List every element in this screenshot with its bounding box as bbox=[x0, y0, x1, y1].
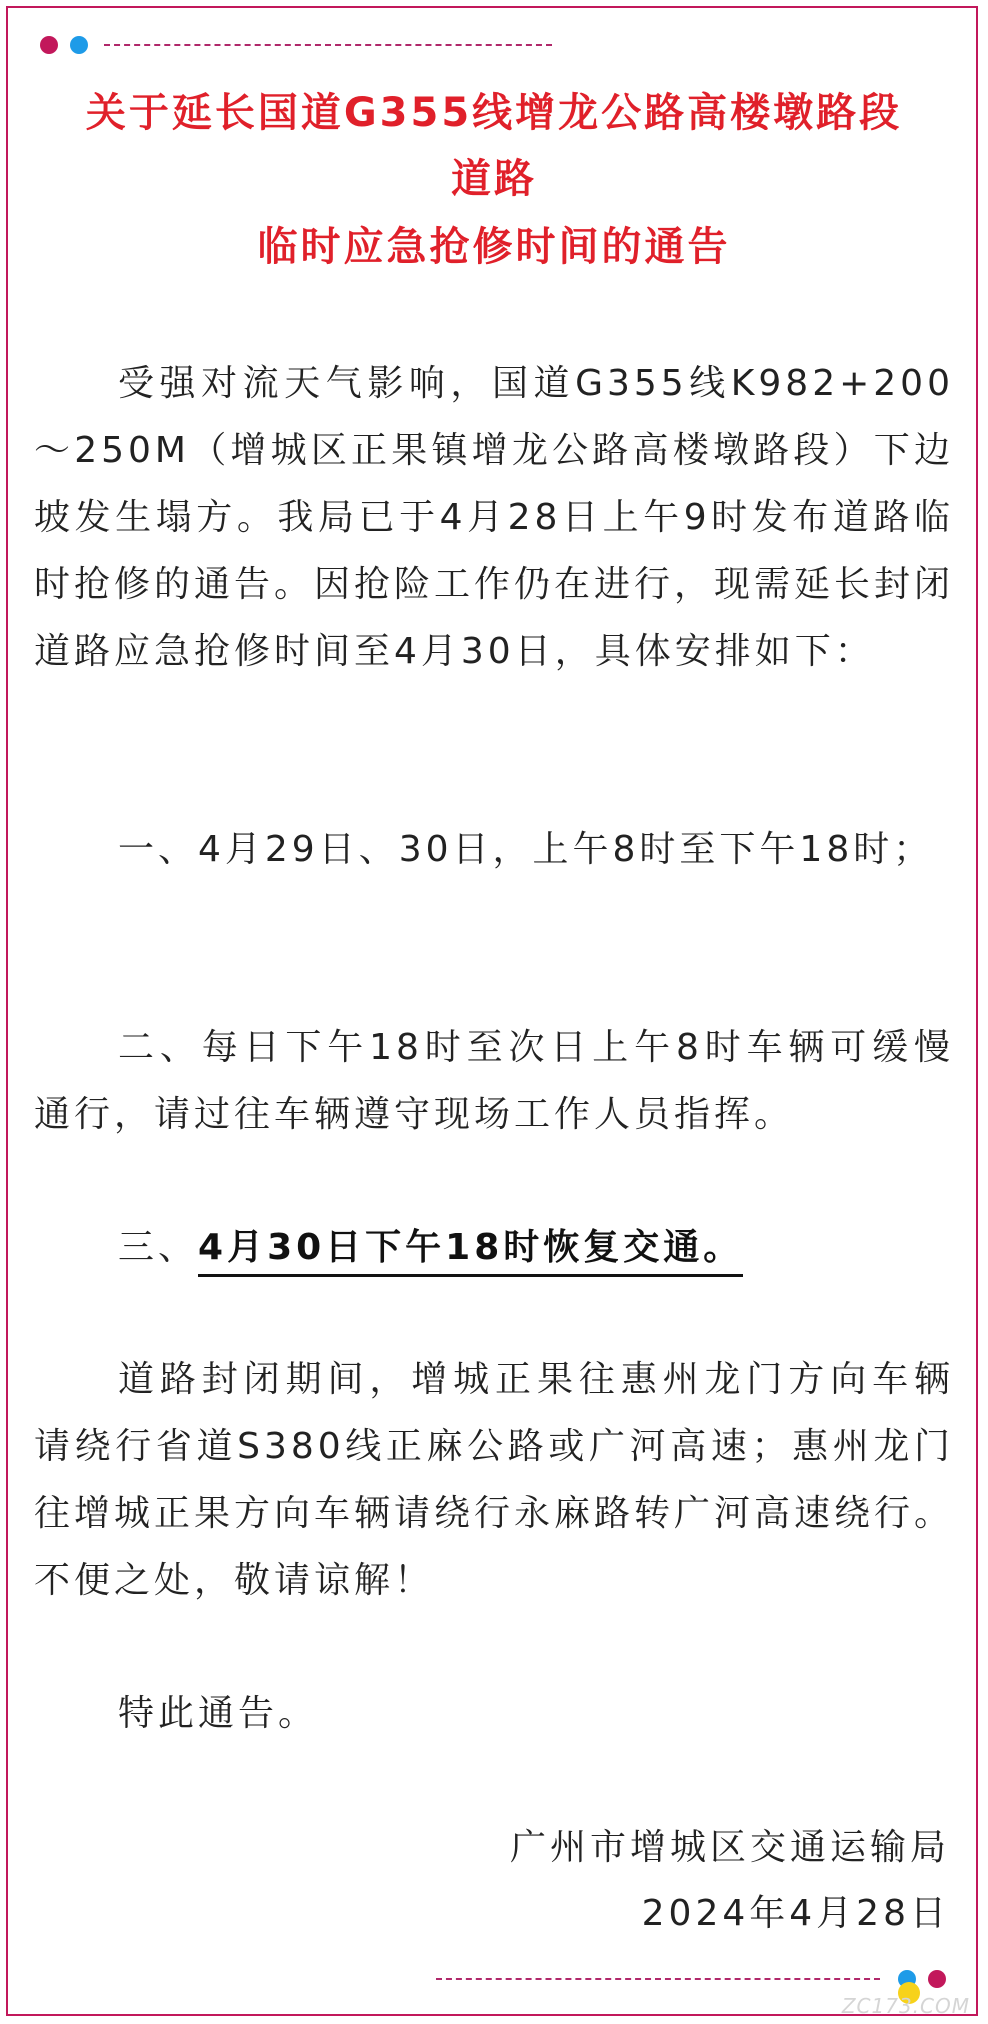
body-paragraph-4 bbox=[34, 1214, 954, 1281]
signature-organization: 广州市增城区交通运输局 bbox=[509, 1827, 950, 1868]
item-3-prefix: 三、 bbox=[118, 1227, 199, 1268]
item-3-emphasis: 4月30日下午18时恢复交通。 bbox=[198, 1227, 743, 1277]
body-paragraph-6: 特此通告。 bbox=[118, 1693, 319, 1734]
body-paragraph-1: 受强对流天气影响，国道G355线K982+200～250M（增城区正果镇增龙公路高楼墩路段）下边坡发生塌方。我局已于4月28日上午9时发布道路临时抢修的通告。因抢险工作仍在进行，现需延长封闭道路应急抢修时间至4月30日，具体安排如下： bbox=[34, 363, 955, 672]
body-paragraph-5: 道路封闭期间，增城正果往惠州龙门方向车辆请绕行省道S380线正麻公路或广河高速；惠州龙门往增城正果方向车辆请绕行永麻路转广河高速绕行。不便之处，敬请谅解！ bbox=[34, 1359, 955, 1601]
notice-title-line-2: 道路 bbox=[451, 156, 537, 202]
decor-dot-pink-bottom bbox=[928, 1970, 946, 1988]
decor-dot-pink-top bbox=[40, 36, 58, 54]
decor-dot-blue-top bbox=[70, 36, 88, 54]
notice-title-line-1: 关于延长国道G355线增龙公路高楼墩路段 bbox=[85, 90, 903, 136]
signature-date: 2024年4月28日 bbox=[641, 1893, 950, 1934]
decor-dashed-line-bottom bbox=[436, 1978, 880, 1980]
decor-dashed-line-top bbox=[104, 44, 552, 46]
notice-title-line-3: 临时应急抢修时间的通告 bbox=[257, 224, 731, 270]
body-paragraph-3: 二、每日下午18时至次日上午8时车辆可缓慢通行，请过往车辆遵守现场工作人员指挥。 bbox=[34, 1027, 954, 1135]
body-paragraph-2: 一、4月29日、30日，上午8时至下午18时； bbox=[118, 829, 934, 870]
watermark-text: ZC173.COM bbox=[841, 1994, 970, 2018]
